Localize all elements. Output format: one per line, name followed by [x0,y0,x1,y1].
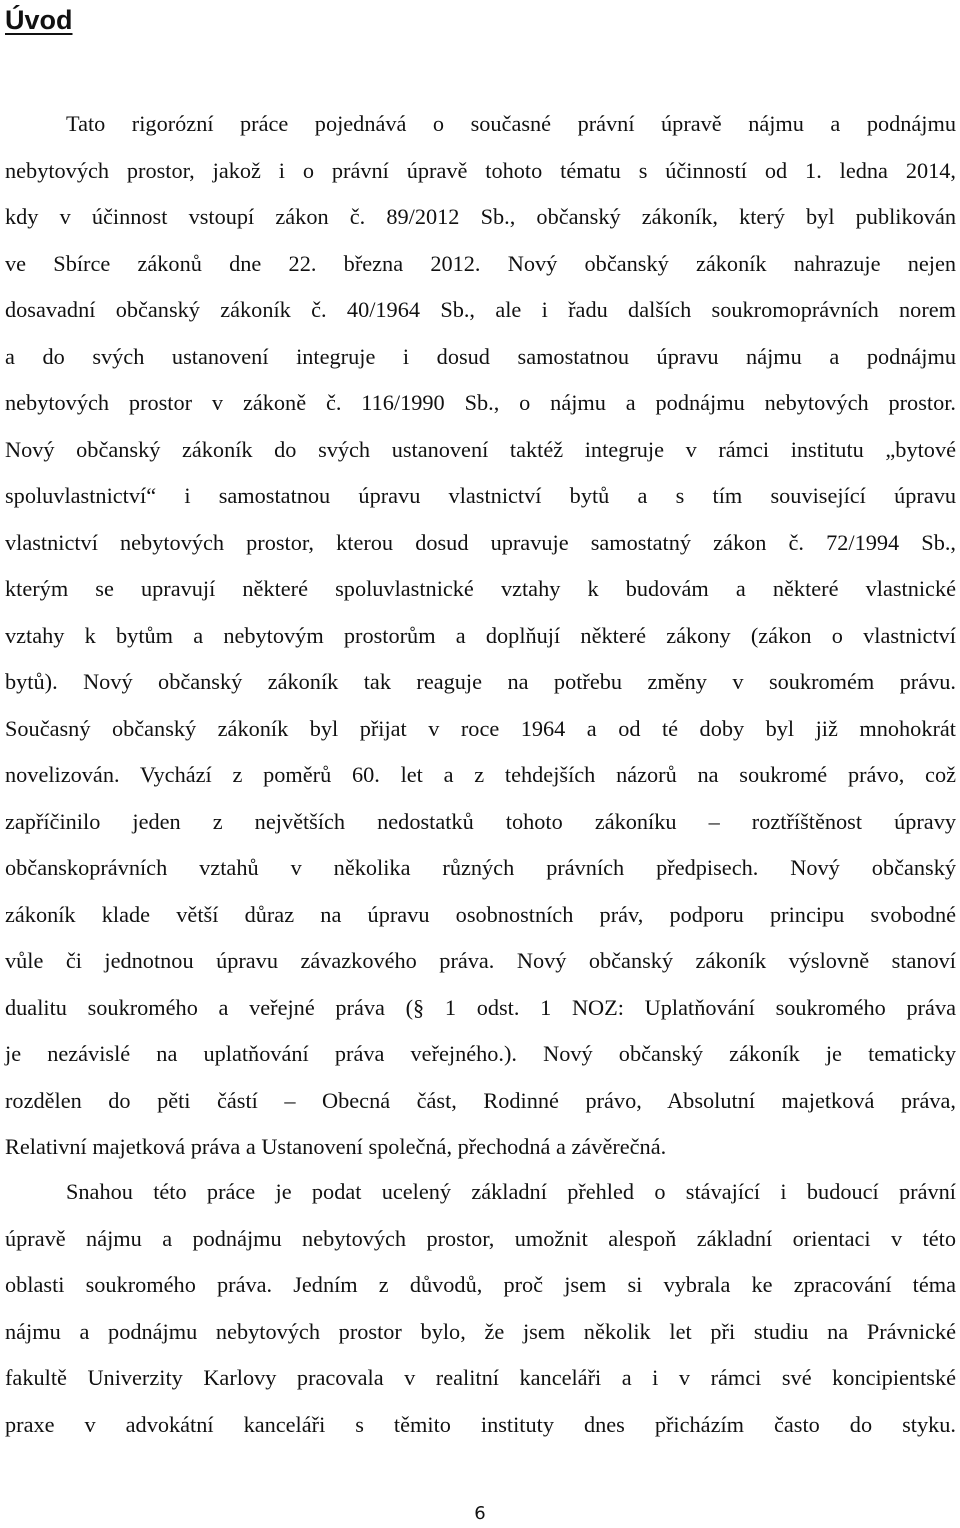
text-line: dosavadní občanský zákoník č. 40/1964 Sb., ale i řadu dalších soukromoprávních norem [5,297,956,322]
text-line: rozdělen do pěti částí – Obecná část, Rodinné právo, Absolutní majetková práva, [5,1087,956,1113]
text-line: zapříčinilo jeden z největších nedostatků tohoto zákoníku – roztříštěnost úpravy [5,808,956,834]
text-line: nebytových prostor v zákoně č. 116/1990 Sb., o nájmu a podnájmu nebytových prostor. [5,390,956,415]
text-line: úpravě nájmu a podnájmu nebytových prostor, umožnit alespoň základní orientaci v této [5,1225,956,1251]
text-line: a do svých ustanovení integruje i dosud samostatnou úpravu nájmu a podnájmu [5,343,956,369]
text-line: vztahy k bytům a nebytovým prostorům a doplňují některé zákony (zákon o vlastnictví [5,622,956,648]
text-line: bytů). Nový občanský zákoník tak reaguje na potřebu změny v soukromém právu. [5,669,956,694]
text-line: nájmu a podnájmu nebytových prostor bylo, že jsem několik let při studiu na Právnické [5,1318,956,1344]
text-line: Tato rigorózní práce pojednává o současné právní úpravě nájmu a podnájmu [66,111,956,136]
text-line: kdy v účinnost vstoupí zákon č. 89/2012 Sb., občanský zákoník, který byl publikován [5,204,956,229]
text-line: občanskoprávních vztahů v několika různých právních předpisech. Nový občanský [5,855,956,880]
text-line: kterým se upravují některé spoluvlastnické vztahy k budovám a některé vlastnické [5,576,956,601]
text-line: vlastnictví nebytových prostor, kterou dosud upravuje samostatný zákon č. 72/1994 Sb., [5,529,956,555]
text-line: fakultě Univerzity Karlovy pracovala v realitní kanceláři a i v rámci své koncipientské [5,1365,956,1390]
text-line: dualitu soukromého a veřejné práva (§ 1 odst. 1 NOZ: Uplatňování soukromého práva [5,994,956,1020]
text-line: Relativní majetková práva a Ustanovení společná, přechodná a závěrečná. [5,1134,667,1159]
text-line: zákoník klade větší důraz na úpravu osobnostních práv, podporu principu svobodné [5,901,956,927]
text-line: vůle či jednotnou úpravu závazkového práva. Nový občanský zákoník výslovně stanoví [5,948,956,973]
paragraph-motivation [5,1169,956,1448]
paragraph-introduction [5,101,956,1171]
text-line: spoluvlastnictví“ i samostatnou úpravu vlastnictví bytů a s tím související úpravu [5,483,956,508]
text-line: Současný občanský zákoník byl přijat v roce 1964 a od té doby byl již mnohokrát [5,715,956,741]
section-heading: Úvod [5,5,73,35]
text-line: novelizován. Vychází z poměrů 60. let a z tehdejších názorů na soukromé právo, což [5,762,956,787]
text-line: nebytových prostor, jakož i o právní úpravě tohoto tématu s účinností od 1. ledna 2014, [5,157,956,183]
text-line: Snahou této práce je podat ucelený základní přehled o stávající i budoucí právní [66,1179,956,1204]
text-line: Nový občanský zákoník do svých ustanovení taktéž integruje v rámci institutu „bytové [5,436,956,462]
text-line: je nezávislé na uplatňování práva veřejného.). Nový občanský zákoník je tematicky [5,1041,956,1066]
text-line: praxe v advokátní kanceláři s těmito instituty dnes přicházím často do styku. [5,1411,956,1437]
text-line: oblasti soukromého práva. Jedním z důvodů, proč jsem si vybrala ke zpracování téma [5,1272,956,1297]
text-line: ve Sbírce zákonů dne 22. března 2012. Nový občanský zákoník nahrazuje nejen [5,250,956,276]
page-number: 6 [474,1503,486,1524]
